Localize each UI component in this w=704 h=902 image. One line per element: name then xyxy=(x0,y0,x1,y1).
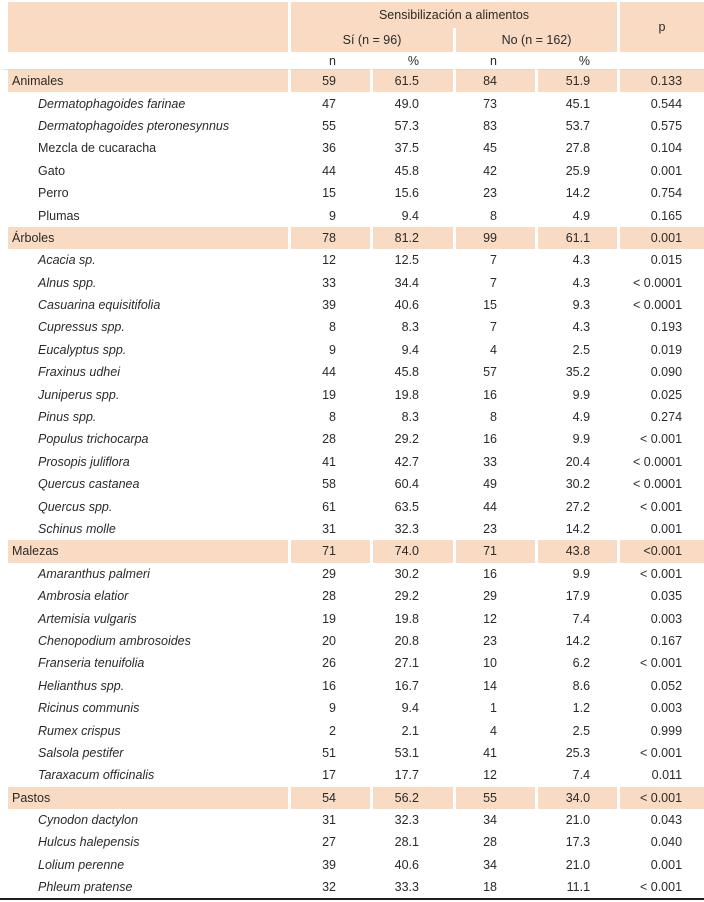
row-label: Ricinus communis xyxy=(0,697,288,719)
row-label: Cynodon dactylon xyxy=(0,809,288,831)
cell-n-yes: 19 xyxy=(288,607,370,629)
category-row xyxy=(0,787,704,809)
row-label: Plumas xyxy=(0,204,288,226)
cell-pct-yes: 30.2 xyxy=(370,563,453,585)
cell-pct-no: 1.2 xyxy=(535,697,617,719)
cell-pct-no: 21.0 xyxy=(535,809,617,831)
cell-n-no: 29 xyxy=(453,585,535,607)
allergen-row xyxy=(0,831,704,853)
cell-n-no: 12 xyxy=(453,607,535,629)
cell-n-no: 49 xyxy=(453,473,535,495)
cell-p-value: 0.040 xyxy=(617,831,704,853)
cell-n-no: 16 xyxy=(453,428,535,450)
cell-n-yes: 44 xyxy=(288,160,370,182)
allergen-row xyxy=(0,451,704,473)
cell-pct-yes: 8.3 xyxy=(370,406,453,428)
cell-p-value: 0.133 xyxy=(617,70,704,92)
cell-pct-yes: 32.3 xyxy=(370,518,453,540)
header-empty-label-cell xyxy=(0,2,288,52)
cell-n-yes: 51 xyxy=(288,742,370,764)
cell-n-yes: 2 xyxy=(288,719,370,741)
row-label: Quercus castanea xyxy=(0,473,288,495)
cell-pct-yes: 57.3 xyxy=(370,115,453,137)
cell-p-value: 0.003 xyxy=(617,607,704,629)
cell-pct-no: 9.9 xyxy=(535,428,617,450)
row-label: Chenopodium ambrosoides xyxy=(0,630,288,652)
cell-n-no: 23 xyxy=(453,182,535,204)
cell-n-yes: 19 xyxy=(288,383,370,405)
subheader-n-no: n xyxy=(453,52,535,70)
cell-pct-no: 4.3 xyxy=(535,272,617,294)
allergen-row xyxy=(0,204,704,226)
cell-pct-no: 30.2 xyxy=(535,473,617,495)
category-row xyxy=(0,227,704,249)
row-label: Perro xyxy=(0,182,288,204)
cell-n-no: 73 xyxy=(453,92,535,114)
row-label: Taraxacum officinalis xyxy=(0,764,288,786)
allergen-row xyxy=(0,630,704,652)
row-label: Quercus spp. xyxy=(0,495,288,517)
cell-n-yes: 32 xyxy=(288,876,370,898)
cell-n-no: 71 xyxy=(453,540,535,562)
subheader-row xyxy=(0,52,704,70)
cell-pct-no: 6.2 xyxy=(535,652,617,674)
cell-n-yes: 8 xyxy=(288,406,370,428)
cell-p-value: 0.025 xyxy=(617,383,704,405)
allergen-row xyxy=(0,652,704,674)
cell-p-value: 0.193 xyxy=(617,316,704,338)
cell-n-yes: 54 xyxy=(288,787,370,809)
cell-pct-yes: 9.4 xyxy=(370,339,453,361)
cell-pct-yes: 37.5 xyxy=(370,137,453,159)
cell-pct-yes: 15.6 xyxy=(370,182,453,204)
table-header xyxy=(0,2,704,70)
row-label: Juniperus spp. xyxy=(0,383,288,405)
row-label: Prosopis juliflora xyxy=(0,451,288,473)
cell-n-no: 10 xyxy=(453,652,535,674)
subheader-pct-no: % xyxy=(535,52,617,70)
cell-pct-no: 7.4 xyxy=(535,764,617,786)
cell-pct-yes: 53.1 xyxy=(370,742,453,764)
cell-n-yes: 9 xyxy=(288,204,370,226)
cell-n-no: 7 xyxy=(453,272,535,294)
subheader-empty-p-cell xyxy=(617,52,704,70)
cell-n-no: 4 xyxy=(453,339,535,361)
cell-n-no: 12 xyxy=(453,764,535,786)
cell-n-no: 7 xyxy=(453,249,535,271)
allergen-row xyxy=(0,361,704,383)
cell-pct-yes: 28.1 xyxy=(370,831,453,853)
cell-p-value: 0.544 xyxy=(617,92,704,114)
cell-pct-no: 25.3 xyxy=(535,742,617,764)
cell-p-value: 0.003 xyxy=(617,697,704,719)
cell-n-no: 23 xyxy=(453,630,535,652)
cell-pct-no: 4.3 xyxy=(535,249,617,271)
cell-p-value: 0.754 xyxy=(617,182,704,204)
row-label: Amaranthus palmeri xyxy=(0,563,288,585)
row-label: Casuarina equisitifolia xyxy=(0,294,288,316)
allergen-row xyxy=(0,675,704,697)
cell-n-no: 84 xyxy=(453,70,535,92)
cell-n-no: 41 xyxy=(453,742,535,764)
row-label: Malezas xyxy=(0,540,288,562)
cell-n-yes: 31 xyxy=(288,809,370,831)
cell-n-no: 34 xyxy=(453,809,535,831)
allergen-row xyxy=(0,115,704,137)
cell-n-yes: 61 xyxy=(288,495,370,517)
subheader-pct-yes: % xyxy=(370,52,453,70)
cell-p-value: 0.015 xyxy=(617,249,704,271)
allergen-row xyxy=(0,876,704,898)
cell-p-value: 0.274 xyxy=(617,406,704,428)
cell-p-value: 0.001 xyxy=(617,518,704,540)
cell-p-value: < 0.001 xyxy=(617,428,704,450)
cell-pct-yes: 42.7 xyxy=(370,451,453,473)
cell-pct-no: 43.8 xyxy=(535,540,617,562)
cell-pct-no: 25.9 xyxy=(535,160,617,182)
cell-n-no: 8 xyxy=(453,406,535,428)
header-no-column: No (n = 162) xyxy=(453,28,617,52)
cell-pct-yes: 20.8 xyxy=(370,630,453,652)
cell-pct-no: 53.7 xyxy=(535,115,617,137)
cell-pct-no: 27.2 xyxy=(535,495,617,517)
cell-n-yes: 71 xyxy=(288,540,370,562)
cell-p-value: < 0.0001 xyxy=(617,272,704,294)
cell-n-yes: 20 xyxy=(288,630,370,652)
allergen-row xyxy=(0,495,704,517)
cell-p-value: < 0.001 xyxy=(617,563,704,585)
cell-p-value: 0.035 xyxy=(617,585,704,607)
allergen-row xyxy=(0,249,704,271)
cell-n-no: 28 xyxy=(453,831,535,853)
cell-pct-yes: 34.4 xyxy=(370,272,453,294)
cell-pct-no: 20.4 xyxy=(535,451,617,473)
cell-n-no: 57 xyxy=(453,361,535,383)
cell-pct-no: 9.9 xyxy=(535,563,617,585)
cell-n-yes: 28 xyxy=(288,428,370,450)
cell-n-yes: 55 xyxy=(288,115,370,137)
cell-pct-no: 7.4 xyxy=(535,607,617,629)
cell-pct-no: 45.1 xyxy=(535,92,617,114)
cell-pct-yes: 40.6 xyxy=(370,294,453,316)
allergen-row xyxy=(0,316,704,338)
cell-pct-no: 14.2 xyxy=(535,630,617,652)
cell-n-yes: 9 xyxy=(288,697,370,719)
cell-n-yes: 47 xyxy=(288,92,370,114)
cell-n-yes: 28 xyxy=(288,585,370,607)
row-label: Animales xyxy=(0,70,288,92)
cell-pct-yes: 9.4 xyxy=(370,204,453,226)
cell-n-no: 42 xyxy=(453,160,535,182)
cell-n-yes: 29 xyxy=(288,563,370,585)
cell-p-value: 0.001 xyxy=(617,227,704,249)
allergen-row xyxy=(0,473,704,495)
cell-p-value: 0.011 xyxy=(617,764,704,786)
cell-p-value: 0.104 xyxy=(617,137,704,159)
allergen-row xyxy=(0,406,704,428)
allergen-row xyxy=(0,92,704,114)
cell-n-yes: 17 xyxy=(288,764,370,786)
cell-pct-no: 51.9 xyxy=(535,70,617,92)
cell-n-yes: 59 xyxy=(288,70,370,92)
row-label: Salsola pestifer xyxy=(0,742,288,764)
row-label: Dermatophagoides pteronesynnus xyxy=(0,115,288,137)
cell-pct-no: 21.0 xyxy=(535,854,617,876)
cell-n-yes: 12 xyxy=(288,249,370,271)
cell-n-yes: 78 xyxy=(288,227,370,249)
cell-n-yes: 39 xyxy=(288,294,370,316)
cell-n-yes: 15 xyxy=(288,182,370,204)
cell-n-yes: 26 xyxy=(288,652,370,674)
cell-n-no: 7 xyxy=(453,316,535,338)
cell-pct-yes: 63.5 xyxy=(370,495,453,517)
cell-n-no: 83 xyxy=(453,115,535,137)
row-label: Ambrosia elatior xyxy=(0,585,288,607)
cell-pct-yes: 81.2 xyxy=(370,227,453,249)
cell-p-value: < 0.001 xyxy=(617,652,704,674)
allergen-row xyxy=(0,607,704,629)
row-label: Eucalyptus spp. xyxy=(0,339,288,361)
cell-pct-yes: 60.4 xyxy=(370,473,453,495)
cell-n-yes: 16 xyxy=(288,675,370,697)
cell-pct-no: 27.8 xyxy=(535,137,617,159)
cell-n-no: 55 xyxy=(453,787,535,809)
cell-pct-yes: 56.2 xyxy=(370,787,453,809)
cell-pct-yes: 45.8 xyxy=(370,160,453,182)
cell-pct-no: 9.3 xyxy=(535,294,617,316)
cell-pct-yes: 33.3 xyxy=(370,876,453,898)
allergen-row xyxy=(0,383,704,405)
cell-n-no: 23 xyxy=(453,518,535,540)
allergen-row xyxy=(0,137,704,159)
cell-pct-no: 4.3 xyxy=(535,316,617,338)
row-label: Lolium perenne xyxy=(0,854,288,876)
row-label: Rumex crispus xyxy=(0,719,288,741)
cell-n-no: 18 xyxy=(453,876,535,898)
cell-p-value: < 0.001 xyxy=(617,495,704,517)
cell-n-no: 33 xyxy=(453,451,535,473)
cell-pct-yes: 16.7 xyxy=(370,675,453,697)
cell-pct-yes: 9.4 xyxy=(370,697,453,719)
cell-n-yes: 27 xyxy=(288,831,370,853)
cell-pct-yes: 19.8 xyxy=(370,383,453,405)
subheader-n-yes: n xyxy=(288,52,370,70)
cell-pct-yes: 49.0 xyxy=(370,92,453,114)
cell-p-value: <0.001 xyxy=(617,540,704,562)
row-label: Mezcla de cucaracha xyxy=(0,137,288,159)
cell-p-value: 0.165 xyxy=(617,204,704,226)
cell-pct-no: 8.6 xyxy=(535,675,617,697)
cell-p-value: 0.052 xyxy=(617,675,704,697)
cell-pct-no: 9.9 xyxy=(535,383,617,405)
allergen-row xyxy=(0,272,704,294)
allergen-row xyxy=(0,764,704,786)
cell-n-yes: 58 xyxy=(288,473,370,495)
cell-pct-yes: 40.6 xyxy=(370,854,453,876)
cell-pct-yes: 29.2 xyxy=(370,585,453,607)
allergen-row xyxy=(0,518,704,540)
allergen-row xyxy=(0,809,704,831)
cell-n-no: 99 xyxy=(453,227,535,249)
cell-n-yes: 39 xyxy=(288,854,370,876)
category-row xyxy=(0,540,704,562)
table-body xyxy=(0,70,704,898)
cell-n-no: 1 xyxy=(453,697,535,719)
cell-pct-no: 4.9 xyxy=(535,204,617,226)
header-yes-column: Sí (n = 96) xyxy=(288,28,453,52)
cell-pct-yes: 17.7 xyxy=(370,764,453,786)
row-label: Schinus molle xyxy=(0,518,288,540)
row-label: Dermatophagoides farinae xyxy=(0,92,288,114)
cell-p-value: 0.019 xyxy=(617,339,704,361)
cell-pct-no: 35.2 xyxy=(535,361,617,383)
header-p-column: p xyxy=(617,2,704,52)
row-label: Pinus spp. xyxy=(0,406,288,428)
cell-p-value: < 0.001 xyxy=(617,742,704,764)
row-label: Artemisia vulgaris xyxy=(0,607,288,629)
cell-pct-yes: 32.3 xyxy=(370,809,453,831)
row-label: Hulcus halepensis xyxy=(0,831,288,853)
cell-p-value: 0.001 xyxy=(617,854,704,876)
cell-p-value: 0.575 xyxy=(617,115,704,137)
sensitization-table xyxy=(0,2,704,900)
header-row-top xyxy=(0,2,704,28)
cell-pct-yes: 45.8 xyxy=(370,361,453,383)
cell-n-no: 45 xyxy=(453,137,535,159)
allergen-row xyxy=(0,182,704,204)
cell-pct-yes: 74.0 xyxy=(370,540,453,562)
cell-pct-no: 17.9 xyxy=(535,585,617,607)
allergen-row xyxy=(0,719,704,741)
cell-pct-yes: 12.5 xyxy=(370,249,453,271)
cell-pct-yes: 8.3 xyxy=(370,316,453,338)
cell-pct-no: 2.5 xyxy=(535,339,617,361)
allergen-row xyxy=(0,428,704,450)
cell-pct-yes: 61.5 xyxy=(370,70,453,92)
cell-n-no: 14 xyxy=(453,675,535,697)
cell-n-no: 16 xyxy=(453,383,535,405)
cell-p-value: 0.043 xyxy=(617,809,704,831)
cell-pct-yes: 19.8 xyxy=(370,607,453,629)
row-label: Fraxinus udhei xyxy=(0,361,288,383)
allergen-row xyxy=(0,742,704,764)
cell-n-no: 16 xyxy=(453,563,535,585)
cell-n-no: 44 xyxy=(453,495,535,517)
cell-n-yes: 36 xyxy=(288,137,370,159)
allergen-row xyxy=(0,160,704,182)
cell-n-yes: 31 xyxy=(288,518,370,540)
cell-p-value: < 0.0001 xyxy=(617,294,704,316)
cell-n-yes: 8 xyxy=(288,316,370,338)
allergen-row xyxy=(0,294,704,316)
cell-p-value: 0.090 xyxy=(617,361,704,383)
row-label: Acacia sp. xyxy=(0,249,288,271)
row-label: Pastos xyxy=(0,787,288,809)
cell-p-value: 0.001 xyxy=(617,160,704,182)
cell-p-value: < 0.0001 xyxy=(617,451,704,473)
cell-n-yes: 9 xyxy=(288,339,370,361)
row-label: Helianthus spp. xyxy=(0,675,288,697)
cell-pct-no: 14.2 xyxy=(535,182,617,204)
category-row xyxy=(0,70,704,92)
cell-pct-no: 11.1 xyxy=(535,876,617,898)
row-label: Gato xyxy=(0,160,288,182)
cell-p-value: < 0.001 xyxy=(617,787,704,809)
cell-n-yes: 44 xyxy=(288,361,370,383)
cell-n-no: 34 xyxy=(453,854,535,876)
cell-n-no: 4 xyxy=(453,719,535,741)
cell-p-value: < 0.0001 xyxy=(617,473,704,495)
cell-pct-yes: 29.2 xyxy=(370,428,453,450)
allergen-row xyxy=(0,854,704,876)
cell-pct-no: 4.9 xyxy=(535,406,617,428)
cell-n-yes: 41 xyxy=(288,451,370,473)
row-label: Árboles xyxy=(0,227,288,249)
row-label: Alnus spp. xyxy=(0,272,288,294)
cell-p-value: 0.999 xyxy=(617,719,704,741)
row-label: Phleum pratense xyxy=(0,876,288,898)
cell-pct-yes: 27.1 xyxy=(370,652,453,674)
cell-pct-no: 34.0 xyxy=(535,787,617,809)
allergen-row xyxy=(0,697,704,719)
cell-n-no: 15 xyxy=(453,294,535,316)
cell-pct-yes: 2.1 xyxy=(370,719,453,741)
cell-p-value: 0.167 xyxy=(617,630,704,652)
header-span-title: Sensibilización a alimentos xyxy=(288,2,617,28)
row-label: Cupressus spp. xyxy=(0,316,288,338)
cell-pct-no: 14.2 xyxy=(535,518,617,540)
row-label: Populus trichocarpa xyxy=(0,428,288,450)
cell-n-no: 8 xyxy=(453,204,535,226)
subheader-empty-cell xyxy=(0,52,288,70)
allergen-row xyxy=(0,339,704,361)
cell-p-value: < 0.001 xyxy=(617,876,704,898)
cell-pct-no: 17.3 xyxy=(535,831,617,853)
cell-n-yes: 33 xyxy=(288,272,370,294)
row-label: Franseria tenuifolia xyxy=(0,652,288,674)
allergen-row xyxy=(0,585,704,607)
cell-pct-no: 61.1 xyxy=(535,227,617,249)
allergen-row xyxy=(0,563,704,585)
cell-pct-no: 2.5 xyxy=(535,719,617,741)
